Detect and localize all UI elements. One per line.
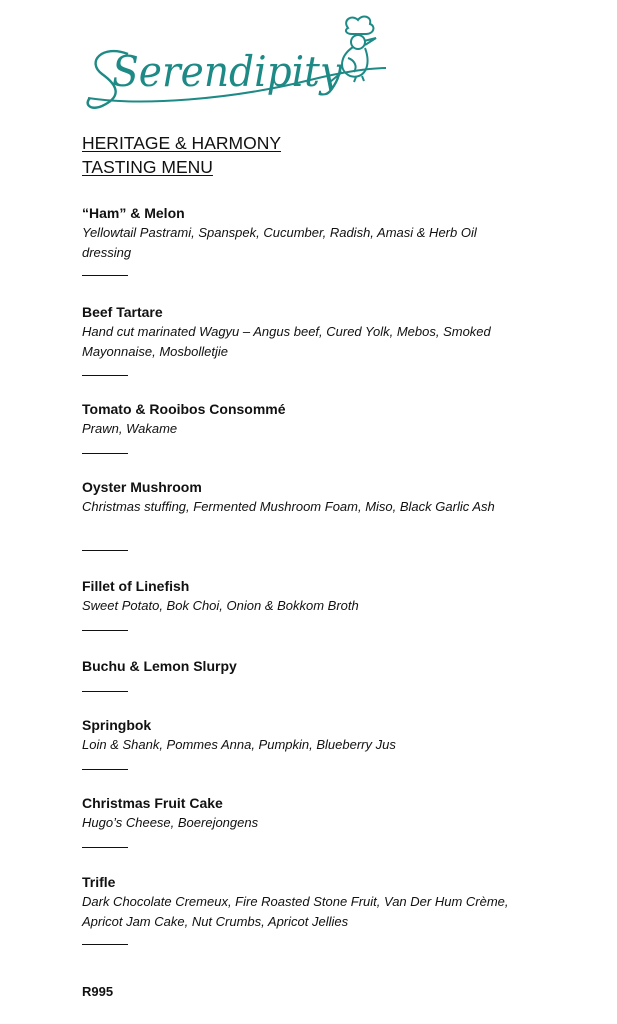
menu-heading-line2: TASTING MENU <box>82 157 213 177</box>
course-divider <box>82 769 128 770</box>
course-divider <box>82 550 128 551</box>
menu-price: R995 <box>82 984 114 999</box>
menu-heading-line1: HERITAGE & HARMONY <box>82 133 282 153</box>
course-item <box>82 794 522 833</box>
course-description: Christmas stuffing, Fermented Mushroom Foam, Miso, Black Garlic Ash <box>82 499 495 514</box>
course-item <box>82 873 522 931</box>
course-description: Hand cut marinated Wagyu – Angus beef, Cured Yolk, Mebos, Smoked Mayonnaise, Mosbolletjie <box>82 324 491 359</box>
serendipity-logo <box>80 14 390 112</box>
course-item <box>82 716 522 755</box>
course-divider <box>82 375 128 376</box>
course-name: “Ham” & Melon <box>82 205 185 221</box>
course-description: Yellowtail Pastrami, Spanspek, Cucumber, Radish, Amasi & Herb Oil dressing <box>82 225 477 260</box>
course-item <box>82 657 522 675</box>
course-name: Beef Tartare <box>82 304 163 320</box>
course-divider <box>82 691 128 692</box>
course-name: Buchu & Lemon Slurpy <box>82 658 237 674</box>
course-description: Prawn, Wakame <box>82 421 178 436</box>
course-item <box>82 577 522 616</box>
menu-heading <box>82 131 281 179</box>
course-description: Hugo’s Cheese, Boerejongens <box>82 815 259 830</box>
course-name: Christmas Fruit Cake <box>82 795 223 811</box>
course-item <box>82 204 522 262</box>
course-name: Fillet of Linefish <box>82 578 190 594</box>
logo-wordmark: Serendipity <box>112 47 344 96</box>
course-description: Loin & Shank, Pommes Anna, Pumpkin, Blueberry Jus <box>82 737 396 752</box>
course-item <box>82 478 522 517</box>
course-item <box>82 400 522 439</box>
course-divider <box>82 275 128 276</box>
course-divider <box>82 630 128 631</box>
course-divider <box>82 847 128 848</box>
course-name: Springbok <box>82 717 152 733</box>
course-description: Sweet Potato, Bok Choi, Onion & Bokkom Broth <box>82 598 359 613</box>
course-description: Dark Chocolate Cremeux, Fire Roasted Stone Fruit, Van Der Hum Crème, Apricot Jam Cake, Nut Crumbs, Apricot Jellies <box>82 894 509 929</box>
course-name: Tomato & Rooibos Consommé <box>82 401 286 417</box>
course-divider <box>82 453 128 454</box>
course-name: Oyster Mushroom <box>82 479 202 495</box>
course-item <box>82 303 522 361</box>
course-name: Trifle <box>82 874 116 890</box>
course-divider <box>82 944 128 945</box>
